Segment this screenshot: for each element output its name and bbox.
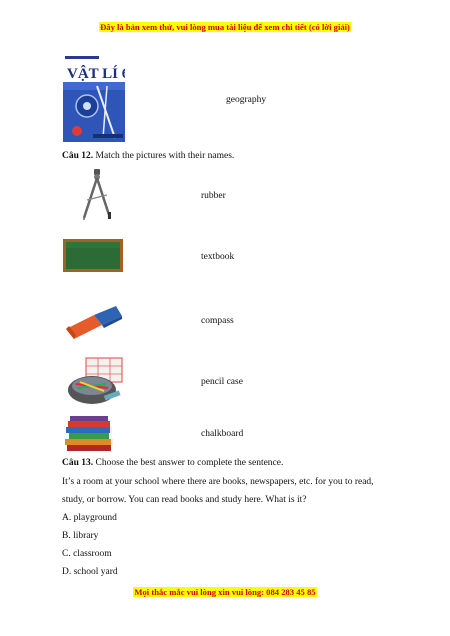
book-cover-title: VẬT LÍ 6 — [67, 66, 125, 82]
contact-footer-banner — [0, 587, 450, 597]
preview-notice-text: Đây là bản xem thử, vui lòng mua tài liệu để xem chi tiết (có lời giải) — [100, 22, 350, 32]
question-12-instruction: Match the pictures with their names. — [95, 151, 235, 161]
preview-notice-banner — [0, 22, 450, 32]
question-12-line — [62, 151, 234, 161]
pencil-case-image — [64, 357, 124, 409]
question-13-passage-line-1: It’s a room at your school where there are books, newspapers, etc. for you to read, — [62, 477, 374, 487]
option-c: C. classroom — [62, 549, 112, 559]
option-a: A. playground — [62, 513, 117, 523]
question-12-number: Câu 12. — [62, 151, 94, 161]
match-name-4: pencil case — [201, 377, 243, 387]
question-13-instruction: Choose the best answer to complete the sentence. — [95, 458, 284, 468]
compass-image — [77, 168, 117, 220]
match-name-2: textbook — [201, 252, 235, 262]
geography-label: geography — [226, 95, 267, 105]
match-name-3: compass — [201, 316, 234, 326]
chalkboard-image — [63, 239, 123, 272]
match-name-5: chalkboard — [201, 429, 244, 439]
contact-footer-text: Mọi thắc mắc vui lòng xin vui lòng: 084 283 45 85 — [134, 587, 316, 597]
question-13-line — [62, 458, 283, 468]
question-13-passage-line-2: study, or borrow. You can read books and study here. What is it? — [62, 495, 307, 505]
book-stack-image — [64, 415, 124, 452]
eraser-image — [64, 305, 124, 339]
option-d: D. school yard — [62, 567, 118, 577]
physics-textbook-image — [63, 54, 125, 142]
match-name-1: rubber — [201, 191, 226, 201]
option-b: B. library — [62, 531, 99, 541]
question-13-number: Câu 13. — [62, 458, 94, 468]
